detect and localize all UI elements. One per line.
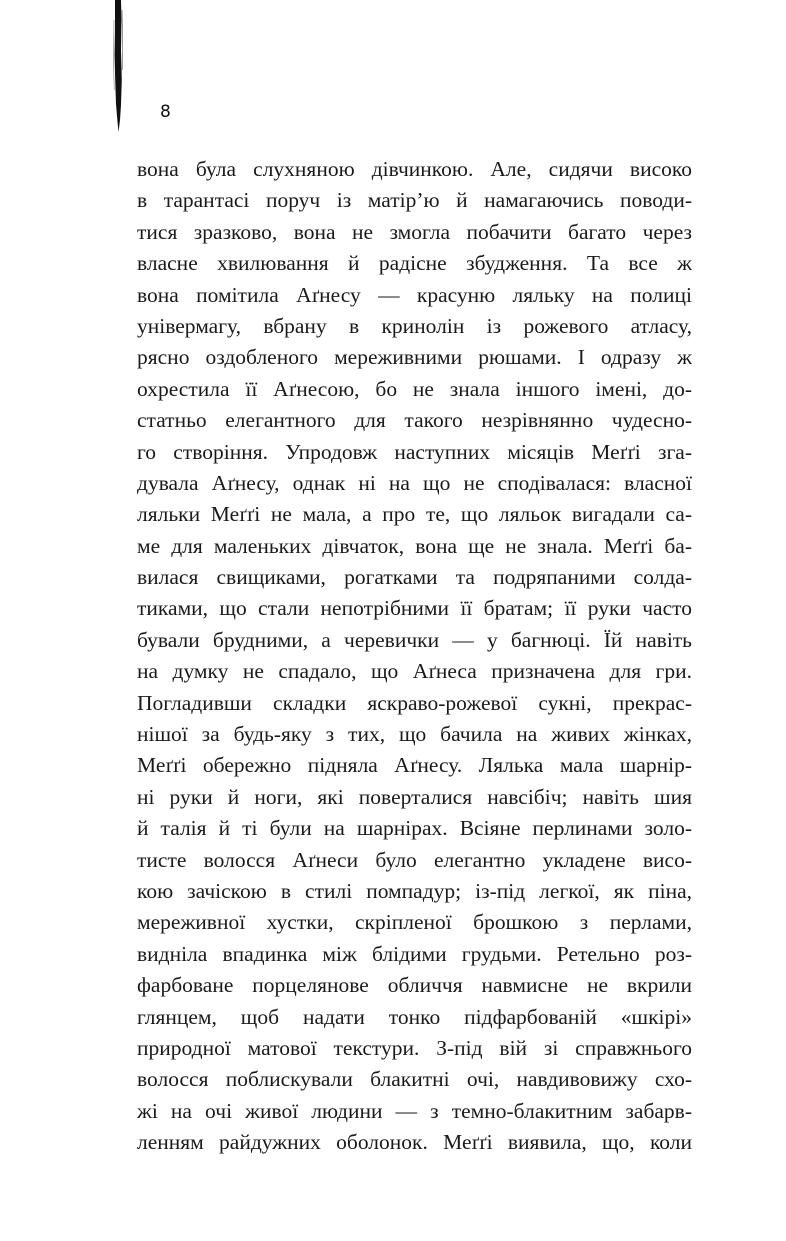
text-line: статньо елегантного для такого незрівнянно чудесно- (137, 408, 692, 433)
page-number: 8 (160, 102, 172, 122)
text-line: природної матової текстури. З-під вій зі справжнього (137, 1035, 692, 1060)
brush-stroke-decoration (113, 0, 123, 132)
text-line: бували брудними, а черевички — у багнюці. Їй навіть (137, 627, 692, 652)
text-line: на думку не спадало, що Аґнеса призначена для гри. (137, 659, 692, 684)
text-line: тися зразково, вона не змогла побачити багато через (137, 219, 692, 244)
text-line: універмагу, вбрану в кринолін із рожевого атласу, (137, 313, 692, 338)
text-line: ляльки Меґґі не мала, а про те, що ляльок вигадали са- (137, 502, 692, 527)
text-line: тиками, що стали непотрібними її братам; її руки часто (137, 596, 692, 621)
text-line: жі на очі живої людини — з темно-блакитним забарв- (137, 1098, 692, 1123)
text-line: й талія й ті були на шарнірах. Всіяне перлинами золо- (137, 816, 692, 841)
body-text (137, 154, 692, 1159)
text-line: виднілa впадинка між блідими грудьми. Ретельно роз- (137, 941, 692, 966)
text-line: охрестила її Аґнесою, бо не знала іншого імені, до- (137, 376, 692, 401)
text-line: Погладивши складки яскраво-рожевої сукні, прекрас- (137, 690, 692, 715)
text-line: ме для маленьких дівчаток, вона ще не знала. Меґґі ба- (137, 533, 692, 558)
text-line: фарбоване порцелянове обличчя навмисне не вкрили (137, 973, 692, 998)
text-line: мереживної хустки, скріпленої брошкою з перлами, (137, 910, 692, 935)
text-line: Меґґі обережно підняла Аґнесу. Лялька мала шарнір- (137, 753, 692, 778)
text-line: глянцем, щоб надати тонко підфарбованій «шкірі» (137, 1004, 692, 1029)
text-line: вона помітила Аґнесу — красуню ляльку на полиці (137, 282, 692, 307)
text-line: кою зачіскою в стилі помпадур; із-під легкої, як піна, (137, 878, 692, 903)
text-line: дувала Аґнесу, однак ні на що не сподівалася: власної (137, 470, 692, 495)
text-line: го створіння. Упродовж наступних місяців Меґґі зга- (137, 439, 692, 464)
text-line: в тарантасі поруч із матір’ю й намагаючись поводи- (137, 188, 692, 213)
text-line: рясно оздобленого мереживними рюшами. І одразу ж (137, 345, 692, 370)
text-line: волосся поблискували блакитні очі, навдивовижу схо- (137, 1067, 692, 1092)
text-line: нішої за будь-яку з тих, що бачила на живих жінках, (137, 722, 692, 747)
text-line: вилася свищиками, рогатками та подряпаними солда- (137, 565, 692, 590)
text-line: власне хвилювання й радісне збудження. Та все ж (137, 251, 692, 276)
text-line: вона була слухняною дівчинкою. Але, сидячи високо (137, 157, 692, 181)
text-line: ні руки й ноги, які поверталися навсібіч; навіть шия (137, 784, 692, 809)
text-line: тисте волосся Аґнеси було елегантно укладене висо- (137, 847, 692, 872)
text-line: ленням райдужних оболонок. Меґґі виявила, що, коли (137, 1130, 692, 1155)
